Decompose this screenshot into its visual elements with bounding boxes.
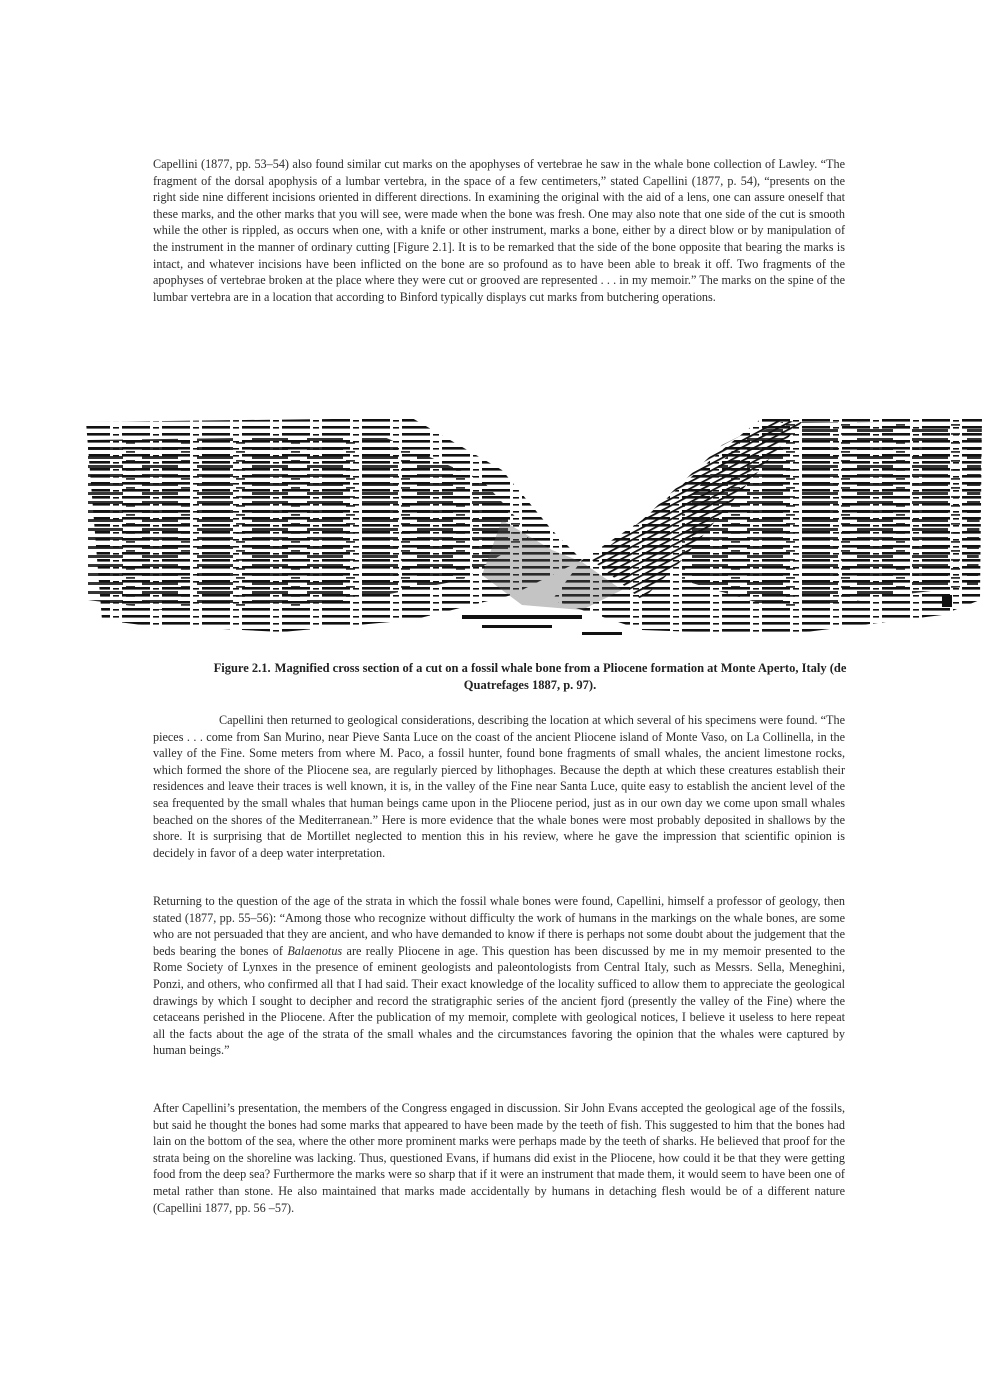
figure-label: Figure 2.1.	[213, 661, 271, 675]
paragraph-evans-discussion: After Capellini’s presentation, the members of the Congress engaged in discussion. Sir John Evans accepted the geological age of the fossils, but said he thought the bones had some marks that appeared to have been made by the teeth of fish. This suggested to him that the bones had lain on the bottom of the sea, where the other more prominent marks were perhaps made by the teeth of sharks. He believed that proof for the strata being on the shoreline was lacking. Thus, questioned Evans, if humans did exist in the Pliocene, how could it be that they were getting food from the deep sea? Furthermore the marks were so sharp that if it were an instrument that made them, it would seem to have been one of metal rather than stone. He also maintained that marks made accidentally by humans in detaching flesh would be of a different nature (Capellini 1877, pp. 56 –57).	[153, 1101, 845, 1215]
paragraph-age-text-1: Returning to the question of the age of the strata in which the fossil whale bones were found, Capellini, himself a professor of geology, then stated (1877, pp. 55–56): “Among those who recognize without difficulty the work of humans in the markings on the whale bones, are some who are not persuaded that they are ancient, and who have demanded to know if there is perhaps not some doubt about the judgement that the beds bearing the bones of	[153, 894, 845, 958]
figure-caption-text: Magnified cross section of a cut on a fossil whale bone from a Pliocene formation at Monte Aperto, Italy (de Quatrefages 1887, p. 97).	[274, 661, 847, 692]
species-name: Balaenotus	[287, 943, 343, 958]
figure-caption	[200, 660, 860, 694]
figure-cut-cross-section	[82, 410, 984, 650]
paragraph-capellini-lawley: Capellini (1877, pp. 53–54) also found similar cut marks on the apophyses of vertebrae he saw in the whale bone collection of Lawley. “The fragment of the dorsal apophysis of a lumbar vertebra, in the space of a few centimeters,” stated Capellini (1877, p. 54), “presents on the right side nine different incisions oriented in different directions. In examining the original with the aid of a lens, one can assure oneself that these marks, and the other marks that you will see, were made when the bone was fresh. One may also note that one side of the cut is smooth while the other is rippled, as occurs when one, with a knife or other instrument, marks a bone, either by a direct blow or by manipulation of the instrument in the manner of ordinary cutting [Figure 2.1]. It is to be remarked that the side of the bone opposite that bearing the marks is intact, and whatever incisions have been inflicted on the bone are so profound as to have been able to break it off. Two fragments of the apophyses of vertebrae broken at the place where they were cut or grooved are represented . . . in my memoir.” The marks on the spine of the lumbar vertebra are in a location that according to Binford typically displays cut marks from butchering operations.	[153, 157, 845, 304]
paragraph-age-of-strata	[153, 893, 845, 1059]
paragraph-geological-considerations: Capellini then returned to geological considerations, describing the location at which several of his specimens were found. “The pieces . . . come from San Murino, near Pieve Santa Luce on the coast of the ancient Pliocene island of Monte Vaso, on La Collinella, in the valley of the Fine. Some meters from where M. Paco, a fossil hunter, found bone fragments of small whales, the ancient limestone rocks, which formed the shore of the Pliocene sea, are regularly pierced by lithophages. Because the depth at which these creatures establish their residences and leave their traces is well known, it is, in the valley of the Fine near Santa Luce, quite easy to establish the ancient level of the sea frequented by the small whales that human beings came upon in the Pliocene period, just as in our own day we come upon small whales beached on the shores of the Mediterranean.” Here is more evidence that the whale bones were most probably deposited in shallows by the shore. It is surprising that de Mortillet neglected to mention this in his review, where he gave the impression that scientific opinion is decidely in favor of a deep water interpretation.	[153, 713, 845, 860]
paragraph-age-text-2: are really Pliocene in age. This question has been discussed by me in my memoir presented to the Rome Society of Lynxes in the presence of eminent geologists and paleontologists from Central Italy, such as Messrs. Sella, Meneghini, Ponzi, and others, who confirmed all that I had said. Their exact knowledge of the locality sufficed to allow them to appreciate the geological drawings by which I sought to decipher and record the stratigraphic series of the ancient fjord (presently the valley of the Fine) where the cetaceans perished in the Pliocene. After the publication of my memoir, complete with geological notices, I believe it useless to here repeat all the facts about the age of the strata of the small whales and the circumstances favoring the opinion that the whales were captured by human beings.”	[153, 943, 845, 1058]
